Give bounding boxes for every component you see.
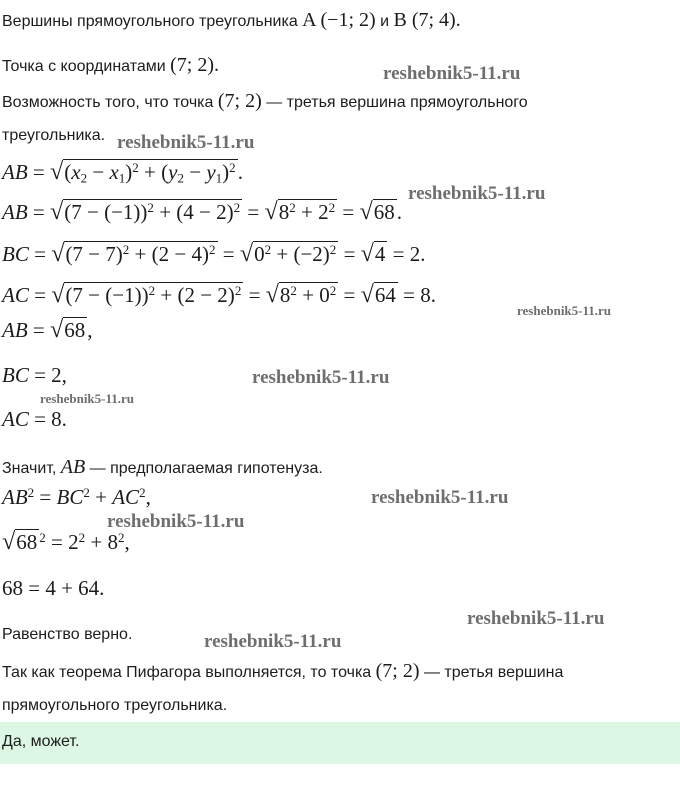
formula-ac-calc: AC = $√(7 - (-1))^2 + (2 - 2)^2 = √8^2 + 0^2 = √64 = 8$. [2, 281, 436, 308]
statement-possibility-cont [2, 127, 105, 145]
therefore-suffix: — предполагаемая гипотенуза. [85, 460, 323, 477]
conclusion-coords: (7; 2) [375, 660, 420, 682]
result-ac: AC = 8. [2, 407, 67, 431]
possibility-text: Возможность того, что точка [2, 94, 218, 111]
pythagoras-result: 68 = 4 + 64. [2, 576, 105, 600]
formula-ab-general: AB = $√(x_2 - x_1)^2 + (y_2 - y_1)^2$. [2, 158, 243, 186]
watermark: reshebnik5-11.ru [371, 487, 509, 508]
watermark: reshebnik5-11.ru [252, 367, 390, 388]
vertex-a: A (−1; 2) [302, 9, 376, 31]
possibility-coords: (7; 2) [217, 90, 262, 112]
equality-text: Равенство верно. [2, 626, 133, 643]
watermark: reshebnik5-11.ru [107, 511, 245, 532]
answer-text: Да, может. [2, 733, 80, 750]
conjunction: и [375, 13, 394, 30]
statement-text: Вершины прямоугольного треугольника [2, 13, 303, 30]
watermark: reshebnik5-11.ru [517, 303, 612, 318]
statement-vertices [2, 9, 461, 32]
possibility-suffix: — третья вершина прямоугольного [261, 94, 528, 111]
conclusion-cont: прямоугольного треугольника. [2, 697, 228, 714]
result-ab: AB = √68, [2, 316, 93, 343]
watermark: reshebnik5-11.ru [467, 608, 605, 629]
pythagoras-substituted: √68 $^2 = 2^2 + 8^2$, [2, 528, 130, 555]
therefore-text: Значит, [2, 460, 61, 477]
formula-bc-calc: BC = $√(7 - 7)^2 + (2 - 4)^2 = √0^2 + (-2)^2 = √4 = 2$. [2, 240, 426, 267]
hypotenuse-ab: AB [60, 456, 86, 478]
statement-conclusion [2, 660, 563, 683]
watermark: reshebnik5-11.ru [408, 183, 546, 204]
watermark: reshebnik5-11.ru [204, 631, 342, 652]
watermark: reshebnik5-11.ru [40, 391, 135, 406]
point-text: Точка с координатами [2, 58, 171, 75]
answer-block [0, 722, 680, 764]
result-bc: BC = 2, [2, 363, 67, 387]
conclusion-text: Так как теорема Пифагора выполняется, то точка [2, 664, 376, 681]
statement-possibility [2, 90, 528, 113]
pythagoras-equation: $AB^2 = BC^2 + AC^2$, [2, 484, 151, 509]
point-coords: (7; 2). [170, 54, 220, 76]
statement-point [2, 54, 219, 77]
watermark: reshebnik5-11.ru [117, 132, 255, 153]
formula-ab-calc: AB = $√(7 - (-1))^2 + (4 - 2)^2 = √8^2 + 2^2 = √68$. [2, 198, 402, 225]
statement-conclusion-cont [2, 697, 227, 715]
possibility-cont: треугольника. [2, 127, 106, 144]
vertex-b: B (7; 4). [393, 9, 461, 31]
watermark: reshebnik5-11.ru [383, 63, 521, 84]
conclusion-suffix: — третья вершина [419, 664, 564, 681]
statement-equality [2, 626, 132, 644]
statement-hypotenuse [2, 456, 323, 479]
